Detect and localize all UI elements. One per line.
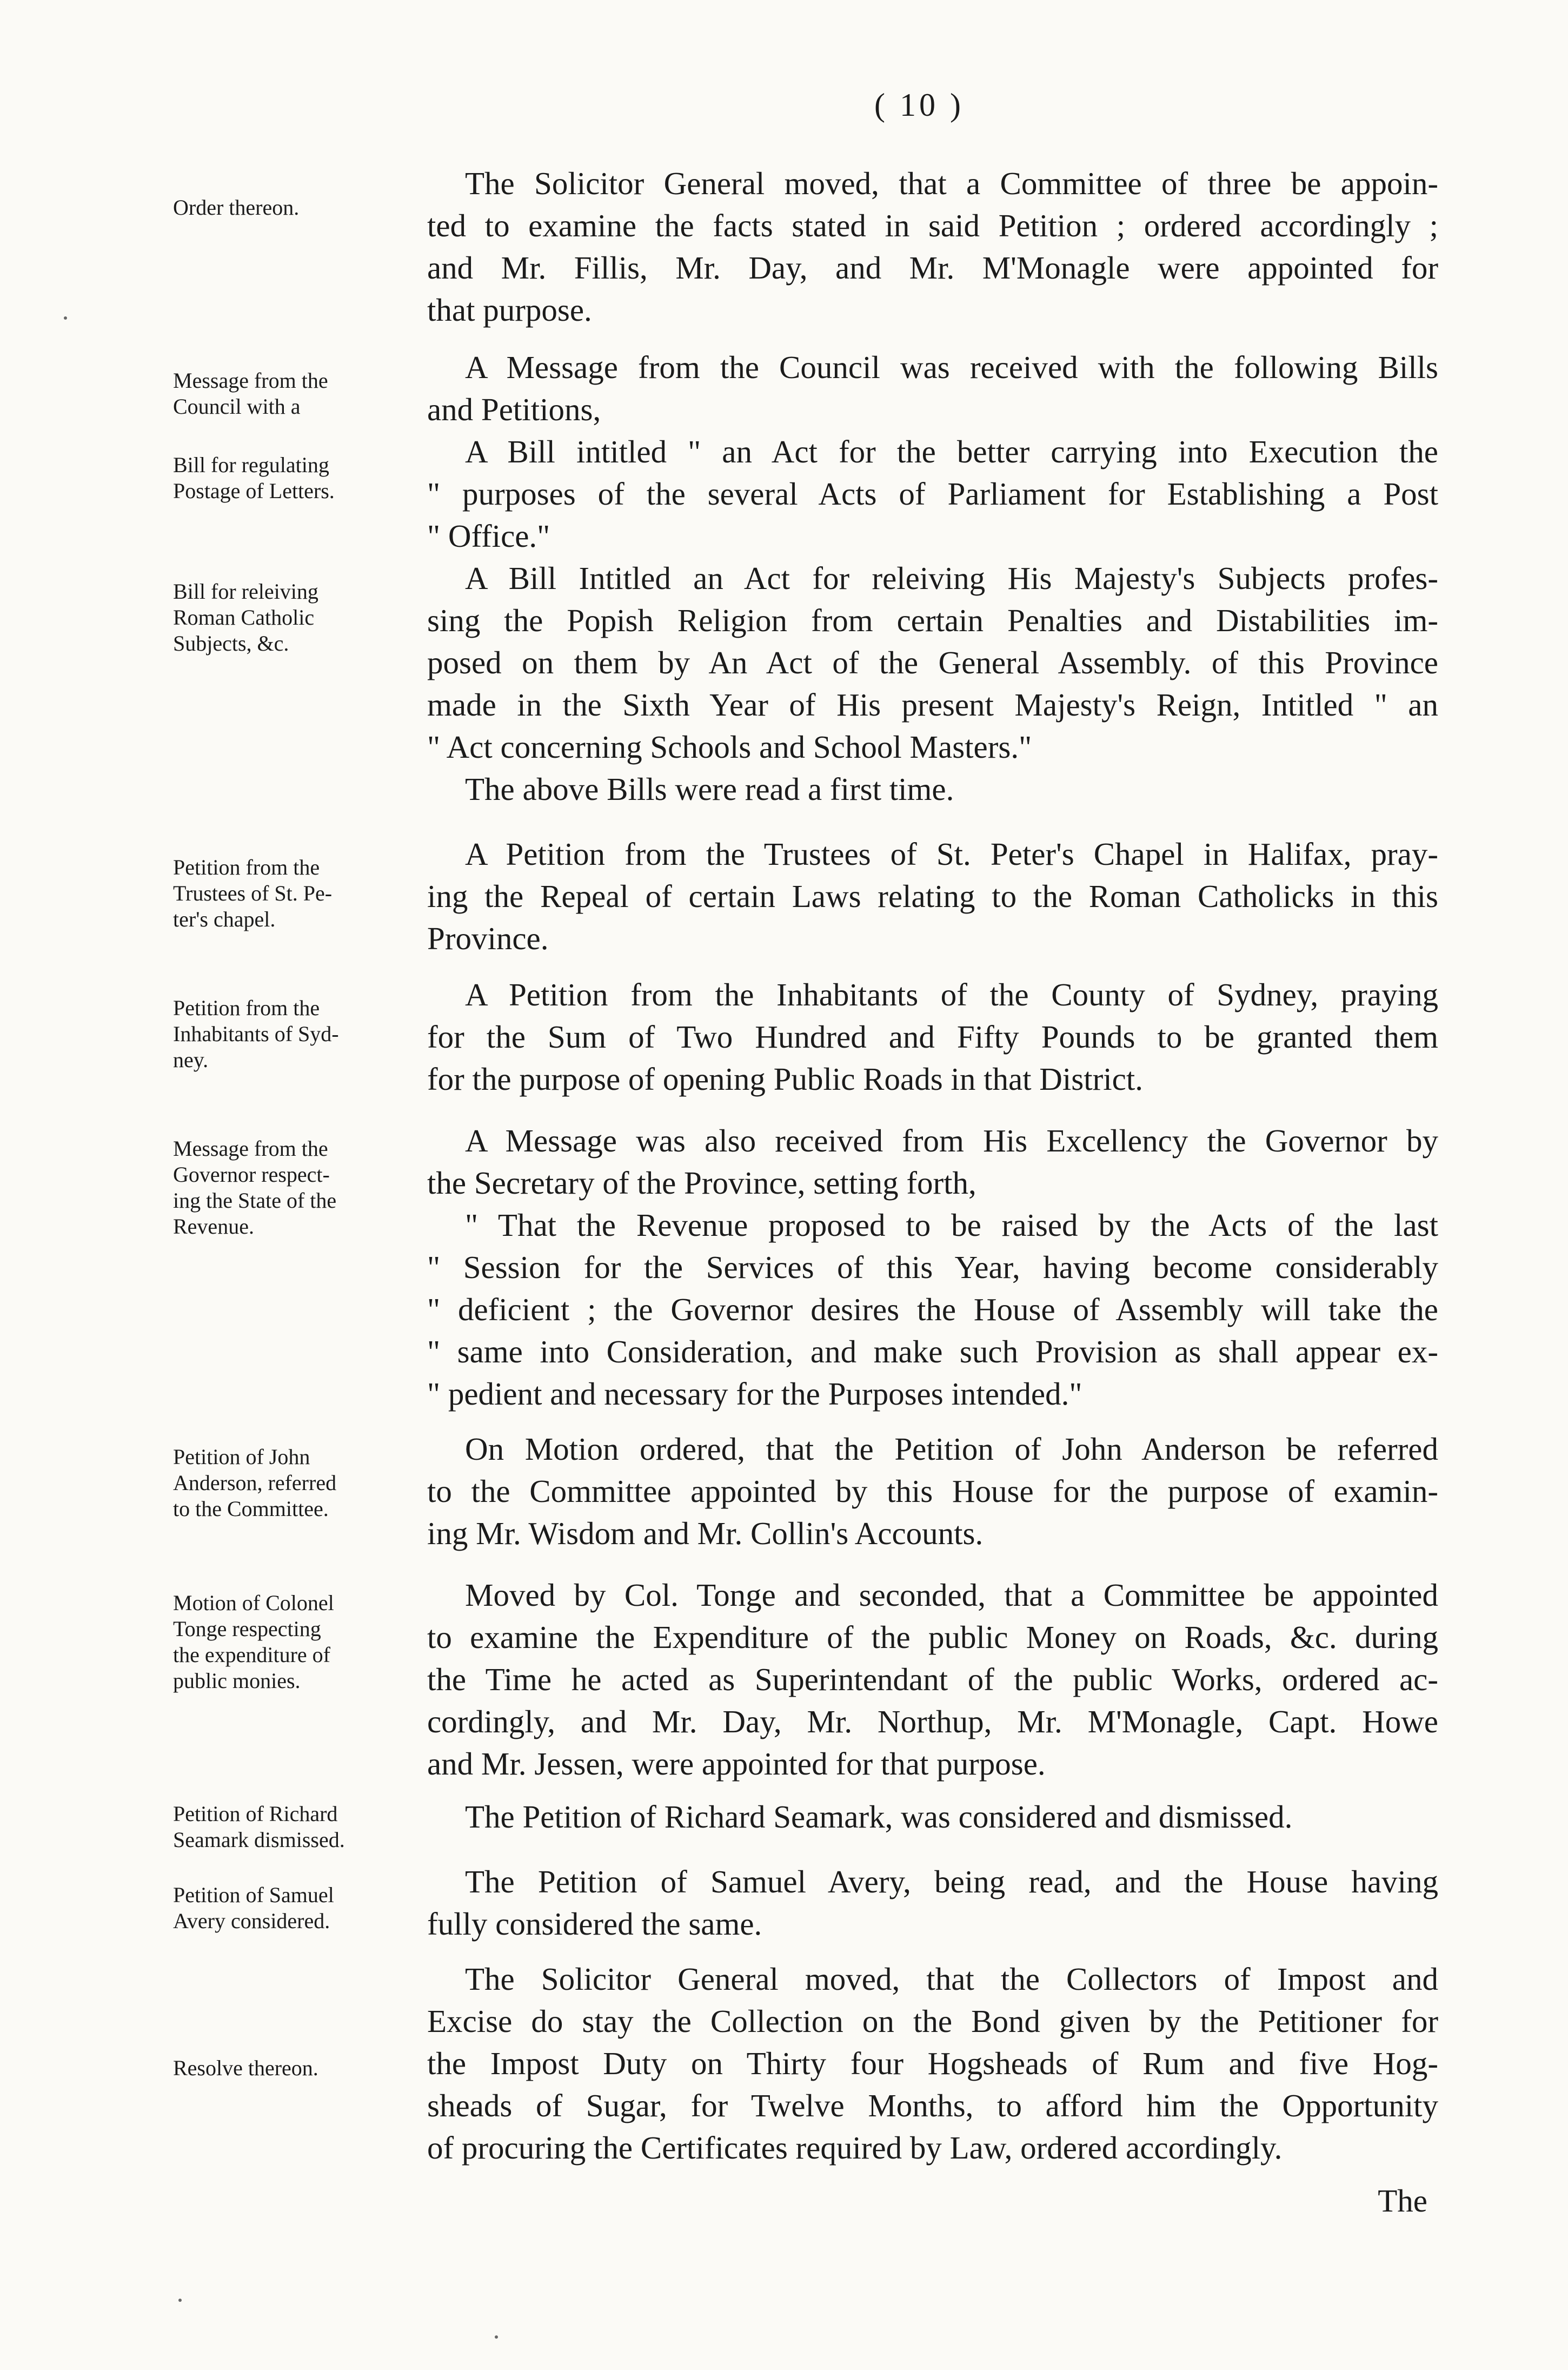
catchword: The <box>1378 2183 1427 2219</box>
margin-note-line: ney. <box>173 1048 209 1072</box>
text-line: posed on them by An Act of the General Assembly. of this Province <box>427 645 1438 680</box>
paragraph <box>427 974 1438 1100</box>
text-line: ing the Repeal of certain Laws relating to the Roman Catholicks in this <box>427 878 1438 914</box>
margin-note-line: Message from the <box>173 1136 328 1161</box>
text-line: Moved by Col. Tonge and seconded, that a Committee be appointed <box>465 1577 1438 1613</box>
margin-note-line: Seamark dismissed. <box>173 1828 345 1852</box>
text-line: A Message from the Council was received with the following Bills <box>465 349 1438 385</box>
text-line: The Petition of Samuel Avery, being read, and the House having <box>465 1864 1438 1899</box>
margin-note <box>173 1444 400 1522</box>
margin-note <box>173 855 400 932</box>
margin-note-line: to the Committee. <box>173 1497 329 1521</box>
margin-note-line: Avery considered. <box>173 1909 330 1933</box>
margin-note-line: Roman Catholic <box>173 605 315 630</box>
paragraph <box>427 1428 1438 1554</box>
margin-note <box>173 368 400 420</box>
paragraph <box>427 1120 1438 1415</box>
text-line: A Message was also received from His Excellency the Governor by <box>465 1123 1438 1158</box>
margin-note-line: ing the State of the <box>173 1188 337 1213</box>
margin-note-line: Revenue. <box>173 1214 254 1239</box>
paragraph <box>427 1796 1438 1838</box>
page-number: ( 10 ) <box>874 87 964 123</box>
text-line: " Session for the Services of this Year, having become considerably <box>427 1249 1438 1285</box>
text-line: The above Bills were read a first time. <box>465 771 954 807</box>
text-line: the Time he acted as Superintendant of the public Works, ordered ac- <box>427 1661 1438 1697</box>
margin-note <box>173 1882 400 1934</box>
margin-note-line: Petition from the <box>173 996 320 1020</box>
text-line: the Impost Duty on Thirty four Hogsheads of Rum and five Hog- <box>427 2045 1438 2081</box>
text-line: The Solicitor General moved, that a Committee of three be appoin- <box>465 165 1438 201</box>
text-line: A Petition from the Trustees of St. Peter's Chapel in Halifax, pray- <box>465 836 1438 872</box>
text-line: sheads of Sugar, for Twelve Months, to afford him the Opportunity <box>427 2088 1438 2123</box>
text-line: " Act concerning Schools and School Masters." <box>427 729 1032 765</box>
text-line: A Bill Intitled an Act for releiving His Majesty's Subjects profes- <box>465 560 1438 596</box>
margin-note-line: Bill for regulating <box>173 453 329 477</box>
text-line: ted to examine the facts stated in said Petition ; ordered accordingly ; <box>427 208 1438 243</box>
text-line: and Petitions, <box>427 392 601 427</box>
paragraph <box>427 833 1438 959</box>
margin-note <box>173 452 400 504</box>
margin-note-line: Petition of Richard <box>173 1802 338 1826</box>
text-line: " That the Revenue proposed to be raised by the Acts of the last <box>465 1207 1438 1243</box>
margin-note-line: Trustees of St. Pe- <box>173 881 333 905</box>
text-line: and Mr. Jessen, were appointed for that purpose. <box>427 1746 1046 1782</box>
text-line: that purpose. <box>427 292 592 328</box>
text-line: A Petition from the Inhabitants of the County of Sydney, praying <box>465 977 1438 1012</box>
paragraph <box>427 557 1438 810</box>
text-line: cordingly, and Mr. Day, Mr. Northup, Mr. M'Monagle, Capt. Howe <box>427 1704 1438 1739</box>
text-line: " pedient and necessary for the Purposes intended." <box>427 1376 1082 1412</box>
margin-note-line: ter's chapel. <box>173 907 276 931</box>
margin-note-line: Resolve thereon. <box>173 2056 318 2080</box>
text-line: " Office." <box>427 518 550 554</box>
margin-note-line: Bill for releiving <box>173 579 318 604</box>
paragraph <box>427 1958 1438 2169</box>
text-line: and Mr. Fillis, Mr. Day, and Mr. M'Monagle were appointed for <box>427 250 1438 286</box>
margin-note <box>173 1136 400 1240</box>
text-line: to examine the Expenditure of the public Money on Roads, &c. during <box>427 1619 1438 1655</box>
margin-note-line: Motion of Colonel <box>173 1591 334 1615</box>
ink-speck <box>178 2299 182 2302</box>
margin-note <box>173 579 400 657</box>
margin-note <box>173 995 400 1073</box>
margin-note-line: Governor respect- <box>173 1162 330 1187</box>
paragraph <box>427 431 1438 557</box>
paragraph <box>427 346 1438 431</box>
margin-note-line: Postage of Letters. <box>173 479 335 503</box>
text-line: The Petition of Richard Seamark, was considered and dismissed. <box>465 1799 1293 1835</box>
margin-note-line: Inhabitants of Syd- <box>173 1022 339 1046</box>
text-line: fully considered the same. <box>427 1906 762 1942</box>
margin-note-line: Message from the <box>173 368 328 393</box>
margin-note-line: Order thereon. <box>173 195 300 220</box>
margin-note-line: Petition from the <box>173 855 320 879</box>
margin-note <box>173 1801 400 1853</box>
margin-note-line: Petition of Samuel <box>173 1883 334 1907</box>
text-line: for the purpose of opening Public Roads in that District. <box>427 1061 1144 1097</box>
text-line: sing the Popish Religion from certain Penalties and Distabilities im- <box>427 603 1438 638</box>
text-line: A Bill intitled " an Act for the better carrying into Execution the <box>465 434 1438 469</box>
text-line: On Motion ordered, that the Petition of John Anderson be referred <box>465 1431 1438 1467</box>
text-line: for the Sum of Two Hundred and Fifty Pounds to be granted them <box>427 1019 1438 1055</box>
paragraph <box>427 1861 1438 1945</box>
text-line: The Solicitor General moved, that the Collectors of Impost and <box>465 1961 1438 1997</box>
text-line: ing Mr. Wisdom and Mr. Collin's Accounts. <box>427 1515 984 1551</box>
margin-note <box>173 1590 400 1694</box>
text-line: of procuring the Certificates required by Law, ordered accordingly. <box>427 2130 1283 2166</box>
margin-note-line: Subjects, &c. <box>173 631 289 656</box>
text-line: " same into Consideration, and make such Provision as shall appear ex- <box>427 1334 1438 1369</box>
text-line: Province. <box>427 921 549 956</box>
ink-speck <box>64 316 67 320</box>
margin-note-line: the expenditure of <box>173 1643 330 1667</box>
margin-note <box>173 195 400 221</box>
text-line: to the Committee appointed by this House for the purpose of examin- <box>427 1473 1438 1509</box>
ink-speck <box>495 2335 498 2339</box>
text-line: made in the Sixth Year of His present Majesty's Reign, Intitled " an <box>427 687 1438 723</box>
paragraph <box>427 1574 1438 1785</box>
margin-note-line: Council with a <box>173 394 301 419</box>
margin-note-line: Petition of John <box>173 1445 310 1469</box>
paragraph <box>427 162 1438 331</box>
text-line: the Secretary of the Province, setting forth, <box>427 1165 976 1201</box>
text-line: " deficient ; the Governor desires the House of Assembly will take the <box>427 1292 1438 1327</box>
margin-note-line: public monies. <box>173 1669 301 1693</box>
margin-note-line: Tonge respecting <box>173 1617 321 1641</box>
margin-note-line: Anderson, referred <box>173 1471 337 1495</box>
margin-note <box>173 2055 400 2081</box>
text-line: Excise do stay the Collection on the Bond given by the Petitioner for <box>427 2003 1438 2039</box>
text-line: " purposes of the several Acts of Parliament for Establishing a Post <box>427 476 1438 512</box>
